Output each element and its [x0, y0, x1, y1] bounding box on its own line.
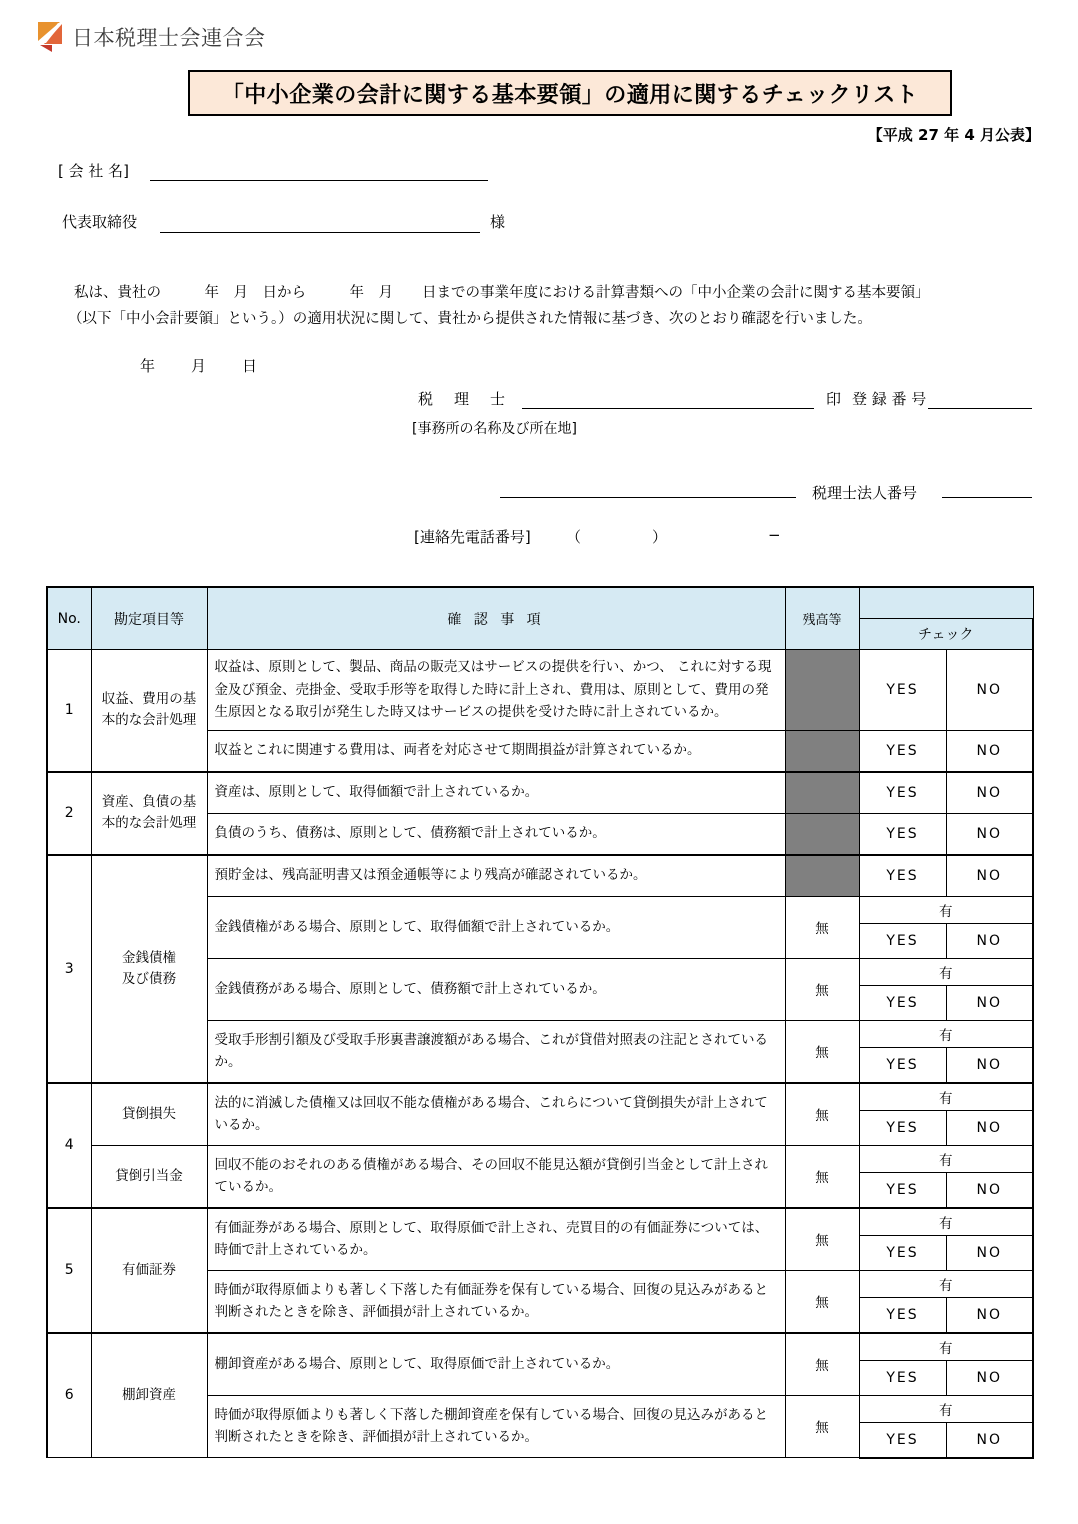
check-item-text: 金銭債権がある場合、原則として、取得価額で計上されているか。 [207, 896, 785, 958]
representative-label: 代表取締役 [62, 213, 138, 231]
header-no: No. [47, 587, 91, 650]
check-aru-option[interactable]: 有 [859, 1083, 1033, 1111]
document-title-box [188, 70, 952, 116]
row-number: 6 [47, 1333, 91, 1458]
corporation-number-label: 税理士法人番号 [812, 484, 918, 502]
check-item-text: 収益は、原則として、製品、商品の販売又はサービスの提供を行い、かつ、 これに対する現金及び預金、売掛金、受取手形等を取得した時に計上され、費用は、原則として、費用の発生原因となる取引が発生した時又はサービスの提供を受けた時に計上されているか。 [207, 650, 785, 731]
organization-name: 日本税理士会連合会 [72, 26, 266, 50]
registration-number-label: 登 録 番 号 [852, 390, 927, 408]
check-no-option[interactable]: NO [946, 1172, 1033, 1208]
statement-line-2: （以下「中小会計要領」という。）の適用状況に関して、貴社から提供された情報に基づき、次のとおり確認を行いました。 [68, 311, 872, 327]
check-yes-option[interactable]: YES [859, 1422, 946, 1458]
tax-accountant-label: 税 理 士 [418, 390, 509, 408]
check-no-option[interactable]: NO [946, 772, 1033, 814]
balance-nashi-option[interactable]: 無 [785, 1145, 859, 1208]
check-yes-option[interactable]: YES [859, 813, 946, 855]
balance-nashi-option[interactable]: 無 [785, 1395, 859, 1458]
check-aru-option[interactable]: 有 [859, 1270, 1033, 1297]
check-no-option[interactable]: NO [946, 1297, 1033, 1333]
balance-nashi-option[interactable]: 無 [785, 1208, 859, 1271]
check-no-option[interactable]: NO [946, 1235, 1033, 1270]
page-title: 「中小企業の会計に関する基本要領」の適用に関するチェックリスト [221, 82, 919, 108]
office-address-input[interactable] [500, 497, 796, 498]
check-aru-option[interactable]: 有 [859, 1145, 1033, 1172]
balance-nashi-option[interactable]: 無 [785, 958, 859, 1020]
balance-blocked-cell [785, 813, 859, 855]
check-aru-option[interactable]: 有 [859, 1020, 1033, 1047]
check-item-text: 預貯金は、残高証明書又は預金通帳等により残高が確認されているか。 [207, 855, 785, 897]
account-category: 貸倒損失 [91, 1083, 207, 1146]
corporation-number-input[interactable] [942, 497, 1032, 498]
header-balance: 残高等 [785, 587, 859, 650]
check-yes-option[interactable]: YES [859, 1297, 946, 1333]
publication-note: 【平成 27 年 4 月公表】 [867, 126, 1040, 144]
table-row [47, 1083, 1033, 1111]
header-check: チェック [859, 619, 1033, 650]
check-no-option[interactable]: NO [946, 650, 1033, 731]
signature-date-field[interactable]: 年 月 日 [140, 357, 260, 375]
check-no-option[interactable]: NO [946, 923, 1033, 958]
header-item: 確 認 事 項 [207, 587, 785, 650]
account-category: 収益、費用の基 本的な会計処理 [91, 650, 207, 772]
check-yes-option[interactable]: YES [859, 650, 946, 731]
row-number: 2 [47, 772, 91, 855]
statement-paragraph [68, 280, 1024, 332]
balance-nashi-option[interactable]: 無 [785, 1083, 859, 1146]
check-yes-option[interactable]: YES [859, 1360, 946, 1395]
balance-nashi-option[interactable]: 無 [785, 1270, 859, 1333]
checklist-table [46, 586, 1034, 1459]
row-number: 5 [47, 1208, 91, 1333]
balance-blocked-cell [785, 730, 859, 772]
registration-number-input[interactable] [928, 408, 1032, 409]
company-name-label: [ 会 社 名] [58, 162, 130, 180]
nichizeiren-logo-icon [38, 22, 64, 52]
table-row [47, 650, 1033, 731]
seal-label: 印 [826, 390, 842, 408]
balance-blocked-cell [785, 772, 859, 814]
table-row [47, 855, 1033, 897]
row-number: 1 [47, 650, 91, 772]
check-aru-option[interactable]: 有 [859, 1208, 1033, 1236]
check-no-option[interactable]: NO [946, 985, 1033, 1020]
statement-line-1: 私は、貴社の 年 月 日から 年 月 日までの事業年度における計算書類への「中小企業の会計に関する基本要領」 [74, 285, 930, 301]
check-yes-option[interactable]: YES [859, 1235, 946, 1270]
check-item-text: 有価証券がある場合、原則として、取得原価で計上され、売買目的の有価証券については、時価で計上されているか。 [207, 1208, 785, 1271]
check-item-text: 法的に消滅した債権又は回収不能な債権がある場合、これらについて貸倒損失が計上されているか。 [207, 1083, 785, 1146]
table-row [47, 1333, 1033, 1361]
balance-blocked-cell [785, 650, 859, 731]
account-category: 有価証券 [91, 1208, 207, 1333]
check-item-text: 回収不能のおそれのある債権がある場合、その回収不能見込額が貸倒引当金として計上されているか。 [207, 1145, 785, 1208]
row-number: 3 [47, 855, 91, 1083]
tax-accountant-name-input[interactable] [522, 408, 814, 409]
check-yes-option[interactable]: YES [859, 1172, 946, 1208]
check-aru-option[interactable]: 有 [859, 896, 1033, 923]
check-item-text: 時価が取得原価よりも著しく下落した棚卸資産を保有している場合、回復の見込みがあると判断されたときを除き、評価損が計上されているか。 [207, 1395, 785, 1458]
check-yes-option[interactable]: YES [859, 855, 946, 897]
header-account: 勘定項目等 [91, 587, 207, 650]
office-address-label: [事務所の名称及び所在地] [412, 421, 577, 437]
check-no-option[interactable]: NO [946, 813, 1033, 855]
table-header [47, 587, 1033, 650]
check-item-text: 時価が取得原価よりも著しく下落した有価証券を保有している場合、回復の見込みがあると判断されたときを除き、評価損が計上されているか。 [207, 1270, 785, 1333]
check-item-text: 資産は、原則として、取得価額で計上されているか。 [207, 772, 785, 814]
balance-nashi-option[interactable]: 無 [785, 1333, 859, 1396]
account-category: 棚卸資産 [91, 1333, 207, 1458]
representative-name-input[interactable] [160, 232, 480, 233]
check-yes-option[interactable]: YES [859, 772, 946, 814]
check-item-text: 受取手形割引額及び受取手形裏書譲渡額がある場合、これが貸借対照表の注記とされているか。 [207, 1020, 785, 1083]
check-yes-option[interactable]: YES [859, 1110, 946, 1145]
table-row [47, 772, 1033, 814]
check-no-option[interactable]: NO [946, 1047, 1033, 1083]
phone-label: [連絡先電話番号] [414, 528, 531, 546]
check-aru-option[interactable]: 有 [859, 1395, 1033, 1422]
phone-dash: − [768, 526, 781, 544]
representative-suffix: 様 [490, 213, 506, 231]
account-category: 金銭債権 及び債務 [91, 855, 207, 1083]
check-no-option[interactable]: NO [946, 1110, 1033, 1145]
balance-nashi-option[interactable]: 無 [785, 896, 859, 958]
check-aru-option[interactable]: 有 [859, 1333, 1033, 1361]
check-no-option[interactable]: NO [946, 1360, 1033, 1395]
organization-header [38, 22, 266, 52]
check-no-option[interactable]: NO [946, 855, 1033, 897]
table-row [47, 1208, 1033, 1236]
account-category: 資産、負債の基 本的な会計処理 [91, 772, 207, 855]
check-item-text: 金銭債務がある場合、原則として、債務額で計上されているか。 [207, 958, 785, 1020]
check-item-text: 棚卸資産がある場合、原則として、取得原価で計上されているか。 [207, 1333, 785, 1396]
check-yes-option[interactable]: YES [859, 730, 946, 772]
balance-nashi-option[interactable]: 無 [785, 1020, 859, 1083]
check-no-option[interactable]: NO [946, 730, 1033, 772]
company-name-input[interactable] [150, 180, 488, 181]
row-number: 4 [47, 1083, 91, 1208]
header-check-spacer [859, 587, 1033, 619]
check-yes-option[interactable]: YES [859, 985, 946, 1020]
phone-close-paren: ） [652, 528, 668, 546]
table-row [47, 1145, 1033, 1172]
table-body [47, 650, 1033, 1458]
check-aru-option[interactable]: 有 [859, 958, 1033, 985]
check-item-text: 負債のうち、債務は、原則として、債務額で計上されているか。 [207, 813, 785, 855]
balance-blocked-cell [785, 855, 859, 897]
phone-open-paren: （ [566, 528, 582, 546]
account-category: 貸倒引当金 [91, 1145, 207, 1208]
check-item-text: 収益とこれに関連する費用は、両者を対応させて期間損益が計算されているか。 [207, 730, 785, 772]
check-no-option[interactable]: NO [946, 1422, 1033, 1458]
check-yes-option[interactable]: YES [859, 1047, 946, 1083]
check-yes-option[interactable]: YES [859, 923, 946, 958]
